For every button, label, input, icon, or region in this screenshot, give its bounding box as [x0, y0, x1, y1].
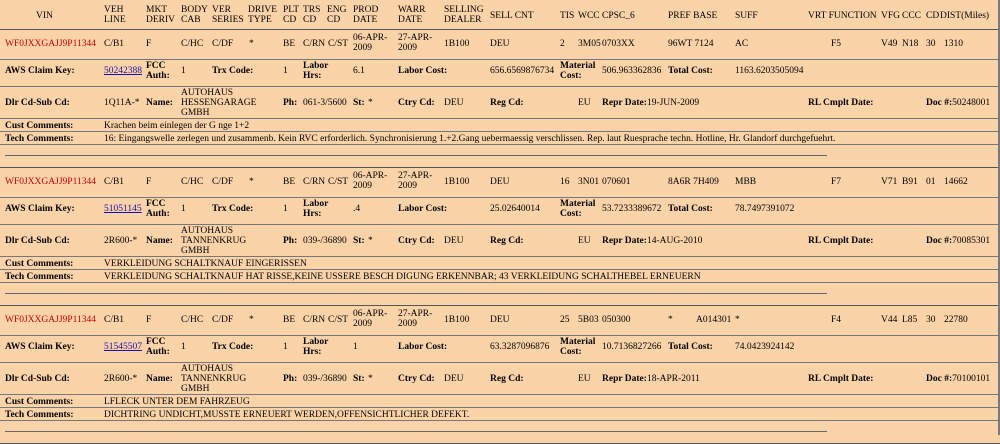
st-label: St:	[353, 98, 365, 108]
tis: 16	[560, 177, 570, 187]
mkt-deriv: F	[146, 39, 152, 49]
material-cost-value: 506.963362836	[602, 66, 662, 76]
trx-code-label: Trx Code:	[212, 204, 254, 214]
tech-comments-value: VERKLEIDUNG SCHALTKNAUF HAT RISSE,KEINE USSERE BESCH DIGUNG ERKENNBAR; 43 VERKLEIDUNG SCHALTHEBEL ERNEUERN	[104, 272, 701, 282]
repr-date-label: Repr Date:	[602, 374, 647, 384]
dlr-cd-value: 2R600-*	[104, 236, 138, 246]
rl-cmplt-date-label: RL Cmplt Date:	[808, 98, 874, 108]
material-cost-label: Material Cost:	[560, 337, 596, 357]
ccc: L85	[902, 315, 918, 325]
reg-cd-value: EU	[578, 236, 591, 246]
header-selling-dealer: SELLING DEALER	[444, 5, 484, 25]
trs-cd: C/RN	[303, 315, 326, 325]
fcc-auth-value: 1	[181, 66, 186, 76]
header-wcc: WCC	[578, 11, 600, 21]
vin: WF0JXXGAJJ9P11344	[5, 177, 96, 187]
vrt-function: F5	[831, 39, 842, 49]
row-divider	[0, 131, 1000, 132]
doc-label: Doc #:	[926, 98, 953, 108]
fcc-auth-label: FCC Auth:	[146, 199, 170, 219]
repr-date-label: Repr Date:	[602, 98, 647, 108]
ctry-cd-label: Ctry Cd:	[398, 236, 435, 246]
selling-dealer: 1B100	[444, 315, 470, 325]
reg-cd-value: EU	[578, 98, 591, 108]
drive-type: *	[249, 39, 254, 49]
row-divider	[0, 362, 1000, 363]
prod-date: 06-APR-2009	[353, 309, 388, 329]
name-label: Name:	[146, 374, 173, 384]
warr-date: 27-APR-2009	[398, 309, 433, 329]
rl-cmplt-date-label: RL Cmplt Date:	[808, 236, 874, 246]
fcc-auth-value: 1	[181, 342, 186, 352]
plt-cd: BE	[283, 315, 296, 325]
repr-date-label: Repr Date:	[602, 236, 647, 246]
reg-cd-label: Reg Cd:	[490, 98, 524, 108]
suff: MBB	[735, 177, 757, 187]
claim-record	[0, 30, 1000, 168]
repr-date	[602, 374, 700, 384]
pref-base: 8A6R 7H409	[668, 177, 719, 187]
dlr-cd-sub-cd-label: Dlr Cd-Sub Cd:	[5, 236, 70, 246]
name-label: Name:	[146, 98, 173, 108]
header-cpsc6: CPSC_6	[602, 11, 635, 21]
trx-code-value: 1	[283, 204, 288, 214]
fcc-auth-value: 1	[181, 204, 186, 214]
row-divider	[0, 86, 1000, 87]
dlr-cd-sub-cd-label: Dlr Cd-Sub Cd:	[5, 98, 70, 108]
mkt-deriv: F	[146, 315, 152, 325]
total-cost-value: 74.0423924142	[735, 342, 795, 352]
trx-code-label: Trx Code:	[212, 66, 254, 76]
header-dist: DIST(Miles)	[940, 11, 990, 21]
ph-label: Ph:	[283, 374, 298, 384]
tech-comments-label: Tech Comments:	[5, 272, 74, 282]
dealer-name: AUTOHAUS TANNENKRUG GMBH	[181, 364, 247, 394]
cd: 30	[926, 39, 936, 49]
header-warr-date: WARR DATE	[398, 5, 426, 25]
suff: *	[735, 315, 740, 325]
body-cab: C/HC	[181, 315, 204, 325]
sell-cnt: DEU	[490, 39, 510, 49]
body-cab: C/HC	[181, 39, 204, 49]
dist: 22780	[944, 315, 968, 325]
warr-date: 27-APR-2009	[398, 33, 433, 53]
cust-comments-value: LFLECK UNTER DEM FAHRZEUG	[104, 397, 250, 407]
repr-date-value: 19-JUN-2009	[646, 98, 700, 108]
wcc: 5B03	[578, 315, 599, 325]
suff: AC	[735, 39, 749, 49]
labor-cost-label: Labor Cost:	[398, 204, 448, 214]
wcc: 3M05	[578, 39, 601, 49]
dlr-cd-value: 2R600-*	[104, 374, 138, 384]
veh-line: C/B1	[104, 177, 125, 187]
plt-cd: BE	[283, 39, 296, 49]
labor-cost-value: 25.02640014	[490, 204, 540, 214]
ph-value: 039-/36890	[303, 374, 347, 384]
claim-record	[0, 168, 1000, 306]
ph-label: Ph:	[283, 236, 298, 246]
vin: WF0JXXGAJJ9P11344	[5, 39, 96, 49]
row-divider	[0, 256, 1000, 257]
repr-date	[602, 236, 702, 246]
doc-label: Doc #:	[926, 374, 953, 384]
sell-cnt: DEU	[490, 177, 510, 187]
material-cost-label: Material Cost:	[560, 61, 596, 81]
aws-claim-key-link[interactable]: 51051145	[104, 204, 142, 214]
drive-type: *	[249, 315, 254, 325]
header-eng-cd: ENG CD	[327, 5, 347, 25]
labor-hrs-label: Labor Hrs:	[303, 199, 329, 219]
st-value: *	[368, 98, 373, 108]
doc-label: Doc #:	[926, 236, 953, 246]
doc-value: 50248001	[952, 98, 991, 108]
dlr-cd-value: 1Q11A-*	[104, 98, 140, 108]
labor-hrs-label: Labor Hrs:	[303, 337, 329, 357]
trs-cd: C/RN	[303, 177, 326, 187]
vfg: V71	[881, 177, 898, 187]
sell-cnt: DEU	[490, 315, 510, 325]
trs-cd: C/RN	[303, 39, 326, 49]
vfg: V44	[881, 315, 898, 325]
labor-hrs-value: 1	[353, 342, 358, 352]
vin: WF0JXXGAJJ9P11344	[5, 315, 96, 325]
tech-comments-value: DICHTRING UNDICHT,MUSSTE ERNEUERT WERDEN,OFFENSICHTLICHER DEFEKT.	[104, 410, 470, 420]
ccc: B91	[902, 177, 918, 187]
plt-cd: BE	[283, 177, 296, 187]
record-separator	[5, 155, 827, 156]
fcc-auth-label: FCC Auth:	[146, 337, 170, 357]
header-vfg: VFG	[881, 11, 901, 21]
row-divider	[0, 420, 1000, 421]
pref-base: *	[668, 315, 673, 325]
header-vin: VIN	[36, 11, 53, 21]
st-label: St:	[353, 374, 365, 384]
eng-cd: C/ST	[328, 315, 349, 325]
row-divider	[0, 118, 1000, 119]
record-separator	[5, 293, 827, 294]
row-divider	[0, 224, 1000, 225]
ctry-cd-value: DEU	[444, 374, 464, 384]
reg-cd-label: Reg Cd:	[490, 374, 524, 384]
column-header	[0, 0, 1000, 28]
aws-claim-key-label: AWS Claim Key:	[5, 342, 75, 352]
row-divider	[0, 335, 1000, 336]
trx-code-label: Trx Code:	[212, 342, 254, 352]
row-divider	[0, 59, 1000, 60]
aws-claim-key-label: AWS Claim Key:	[5, 204, 75, 214]
reg-cd-value: EU	[578, 374, 591, 384]
material-cost-value: 10.7136827266	[602, 342, 662, 352]
header-ver-series: VER SERIES	[212, 5, 244, 25]
header-sell-cnt: SELL CNT	[490, 11, 534, 21]
header-veh-line: VEH LINE	[104, 5, 126, 25]
header-vrt-function: VRT FUNCTION	[808, 11, 877, 21]
fcc-auth-label: FCC Auth:	[146, 61, 170, 81]
tech-comments-label: Tech Comments:	[5, 134, 74, 144]
header-pref-base: PREF BASE	[668, 11, 718, 21]
ctry-cd-label: Ctry Cd:	[398, 98, 435, 108]
ctry-cd-label: Ctry Cd:	[398, 374, 435, 384]
header-trs-cd: TRS CD	[303, 5, 321, 25]
total-cost-value: 1163.6203505094	[735, 66, 804, 76]
tis: 2	[560, 39, 565, 49]
tis: 25	[560, 315, 570, 325]
pref-base-2: A014301	[696, 315, 732, 325]
cpsc6: 0703XX	[602, 39, 635, 49]
prod-date: 06-APR-2009	[353, 171, 388, 191]
labor-hrs-value: .4	[353, 204, 361, 214]
dlr-cd-sub-cd-label: Dlr Cd-Sub Cd:	[5, 374, 70, 384]
ver-series: C/DF	[212, 177, 234, 187]
header-tis: TIS	[560, 11, 575, 21]
cpsc6: 070601	[602, 177, 631, 187]
labor-cost-value: 63.3287096876	[490, 342, 550, 352]
body-cab: C/HC	[181, 177, 204, 187]
st-value: *	[368, 374, 373, 384]
dealer-name: AUTOHAUS HESSENGARAGE GMBH	[181, 88, 257, 118]
material-cost-label: Material Cost:	[560, 199, 596, 219]
name-label: Name:	[146, 236, 173, 246]
aws-claim-key-link[interactable]: 51545507	[104, 342, 142, 352]
ver-series: C/DF	[212, 315, 234, 325]
doc-number	[926, 98, 990, 108]
total-cost-value: 78.7497391072	[735, 204, 795, 214]
cd: 30	[926, 315, 936, 325]
aws-claim-key-link[interactable]: 50242388	[104, 66, 142, 76]
row-divider	[0, 269, 1000, 270]
ver-series: C/DF	[212, 39, 234, 49]
material-cost-value: 53.7233389672	[602, 204, 662, 214]
total-cost-label: Total Cost:	[668, 342, 713, 352]
repr-date	[602, 98, 699, 108]
wcc: 3N01	[578, 177, 600, 187]
mkt-deriv: F	[146, 177, 152, 187]
trx-code-value: 1	[283, 342, 288, 352]
cust-comments-value: VERKLEIDUNG SCHALTKNAUF EINGERISSEN	[104, 259, 307, 269]
eng-cd: C/ST	[328, 177, 349, 187]
tech-comments-value: 16: Eingangswelle zerlegen und zusammenb. Kein RVC erforderlich. Synchronisierung 1.+2.Gang uebermaessig verschlissen. Rep. laut Ruesprache techn. Hotline, Hr. Glandorf durchgefuehrt.	[104, 134, 836, 144]
st-label: St:	[353, 236, 365, 246]
pref-base: 96WT 7124	[668, 39, 714, 49]
header-drive-type: DRIVE TYPE	[248, 5, 278, 25]
doc-value: 70085301	[952, 236, 991, 246]
vrt-function: F7	[831, 177, 842, 187]
doc-number	[926, 374, 990, 384]
cd: 01	[926, 177, 936, 187]
labor-hrs-value: 6.1	[353, 66, 365, 76]
labor-cost-label: Labor Cost:	[398, 342, 448, 352]
veh-line: C/B1	[104, 315, 125, 325]
ph-value: 039-/36890	[303, 236, 347, 246]
selling-dealer: 1B100	[444, 39, 470, 49]
dealer-name: AUTOHAUS TANNENKRUG GMBH	[181, 226, 247, 256]
header-mkt-deriv: MKT DERIV	[146, 5, 176, 25]
veh-line: C/B1	[104, 39, 125, 49]
header-suff: SUFF	[735, 11, 758, 21]
cpsc6: 050300	[602, 315, 631, 325]
cust-comments-label: Cust Comments:	[5, 397, 74, 407]
drive-type: *	[249, 177, 254, 187]
prod-date: 06-APR-2009	[353, 33, 388, 53]
reg-cd-label: Reg Cd:	[490, 236, 524, 246]
vrt-function: F4	[831, 315, 842, 325]
ctry-cd-value: DEU	[444, 236, 464, 246]
dist: 14662	[944, 177, 968, 187]
dist: 1310	[944, 39, 963, 49]
record-separator	[5, 431, 827, 432]
total-cost-label: Total Cost:	[668, 66, 713, 76]
selling-dealer: 1B100	[444, 177, 470, 187]
header-plt-cd: PLT CD	[283, 5, 299, 25]
labor-cost-label: Labor Cost:	[398, 66, 448, 76]
labor-hrs-label: Labor Hrs:	[303, 61, 329, 81]
ccc: N18	[902, 39, 919, 49]
cust-comments-label: Cust Comments:	[5, 259, 74, 269]
rl-cmplt-date-label: RL Cmplt Date:	[808, 374, 874, 384]
header-body-cab: BODY CAB	[181, 5, 208, 25]
repr-date-value: 14-AUG-2010	[646, 236, 703, 246]
total-cost-label: Total Cost:	[668, 204, 713, 214]
claim-record	[0, 306, 1000, 444]
aws-claim-key-label: AWS Claim Key:	[5, 66, 75, 76]
st-value: *	[368, 236, 373, 246]
row-divider	[0, 282, 1000, 283]
doc-value: 70100101	[952, 374, 991, 384]
ph-value: 061-3/5600	[303, 98, 347, 108]
repr-date-value: 18-APR-2011	[646, 374, 700, 384]
labor-cost-value: 656.6569876734	[490, 66, 555, 76]
doc-number	[926, 236, 990, 246]
ctry-cd-value: DEU	[444, 98, 464, 108]
trx-code-value: 1	[283, 66, 288, 76]
ph-label: Ph:	[283, 98, 298, 108]
header-ccc: CCC	[902, 11, 922, 21]
eng-cd: C/ST	[328, 39, 349, 49]
vfg: V49	[881, 39, 898, 49]
cust-comments-value: Krachen beim einlegen der G nge 1+2	[104, 121, 250, 131]
cust-comments-label: Cust Comments:	[5, 121, 74, 131]
tech-comments-label: Tech Comments:	[5, 410, 74, 420]
warr-date: 27-APR-2009	[398, 171, 433, 191]
row-divider	[0, 144, 1000, 145]
header-prod-date: PROD DATE	[353, 5, 379, 25]
row-divider	[0, 394, 1000, 395]
header-cd: CD	[926, 11, 940, 21]
row-divider	[0, 407, 1000, 408]
row-divider	[0, 197, 1000, 198]
